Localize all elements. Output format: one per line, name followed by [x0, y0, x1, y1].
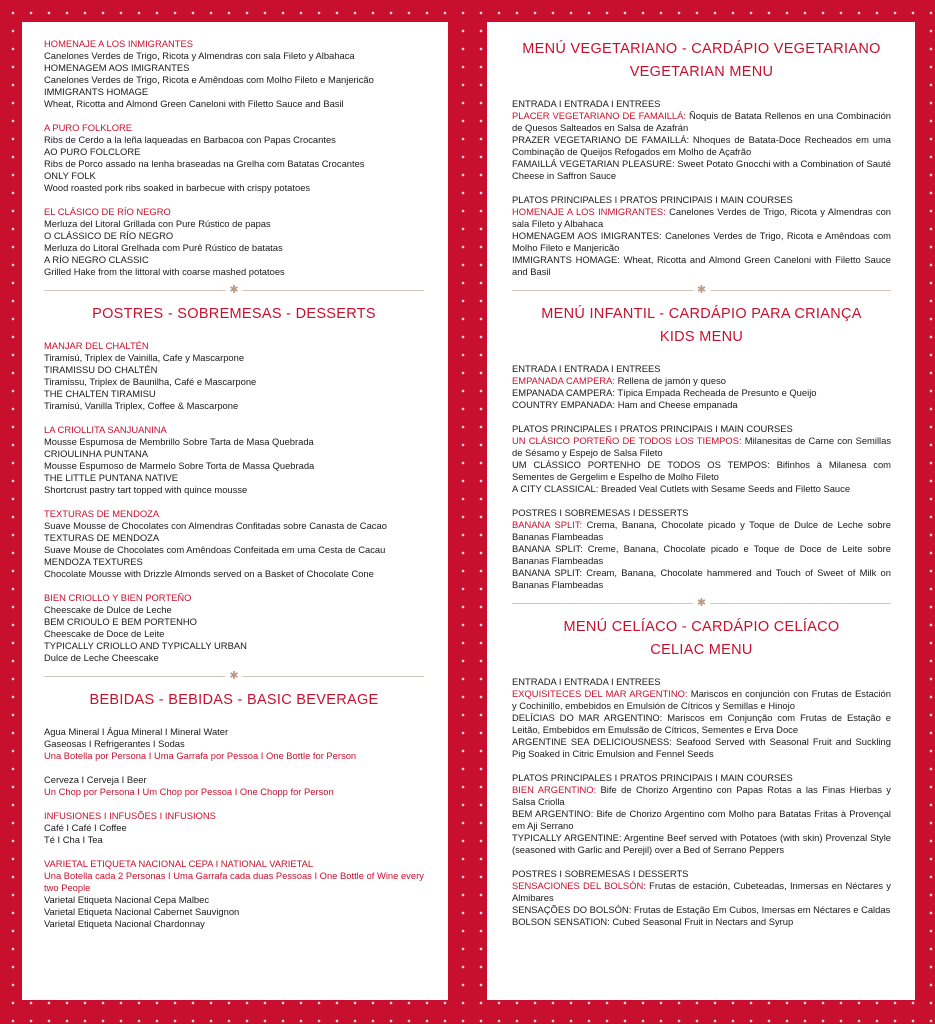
dessert-criollita [44, 424, 424, 496]
course-item [512, 784, 891, 808]
course-item: EMPANADA CAMPERA: Típica Empada Recheada de Presunto e Queijo [512, 387, 817, 398]
course-item: IMMIGRANTS HOMAGE: Wheat, Ricotta and Almond Green Caneloni with Filetto Sauce and Basil [512, 254, 891, 277]
course-item: COUNTRY EMPANADA: Ham and Cheese empanada [512, 399, 738, 410]
dish-line: Tiramissu, Triplex de Baunilha, Café e Mascarpone [44, 376, 257, 387]
kids-entrees [512, 363, 891, 411]
dish-heading: TEXTURAS DE MENDOZA [44, 508, 160, 519]
dish-line: Chocolate Mousse with Drizzle Almonds served on a Basket of Chocolate Cone [44, 568, 374, 579]
dish-line: MENDOZA TEXTURES [44, 556, 143, 567]
course-label: PLATOS PRINCIPALES I PRATOS PRINCIPAIS I MAIN COURSES [512, 194, 793, 205]
celiac-mains [512, 772, 891, 856]
course-label: PLATOS PRINCIPALES I PRATOS PRINCIPAIS I MAIN COURSES [512, 772, 793, 783]
drink-line: Té I Cha I Tea [44, 834, 103, 845]
dish-line: Grilled Hake from the littoral with coarse mashed potatoes [44, 266, 285, 277]
title-line: CELIAC MENU [650, 642, 753, 658]
course-item: PRAZER VEGETARIANO DE FAMAILLÁ: Nhoques de Batata-Doce Recheados em uma Combinação de Queijos Refogados em Molho de Açafrão [512, 134, 891, 157]
dish-heading: BIEN CRIOLLO Y BIEN PORTEÑO [44, 592, 192, 603]
dish-homenaje [44, 38, 424, 110]
section-divider [512, 284, 891, 296]
dish-line: O CLÁSSICO DE RÍO NEGRO [44, 230, 174, 241]
asterisk-ornament-icon: ✱ [693, 596, 710, 610]
course-label: POSTRES I SOBREMESAS I DESSERTS [512, 507, 689, 518]
asterisk-ornament-icon: ✱ [693, 283, 710, 297]
title-line: VEGETARIAN MENU [629, 64, 774, 80]
kids-mains [512, 423, 891, 495]
drink-heading: INFUSIONES I INFUSÕES I INFUSIONS [44, 810, 216, 821]
dessert-texturas [44, 508, 424, 580]
desserts-title: POSTRES - SOBREMESAS - DESSERTS [92, 306, 376, 322]
celiac-entrees [512, 676, 891, 760]
course-label: POSTRES I SOBREMESAS I DESSERTS [512, 868, 689, 879]
dish-heading: EL CLÁSICO DE RÍO NEGRO [44, 206, 171, 217]
course-label: ENTRADA I ENTRADA I ENTREES [512, 676, 661, 687]
item-name: BIEN ARGENTINO: [512, 784, 597, 795]
item-name: PLACER VEGETARIANO DE FAMAILLÁ: [512, 110, 686, 121]
course-item: BANANA SPLIT: Cream, Banana, Chocolate hammered and Touch of Sweet of Milk on Bananas Flambeadas [512, 567, 891, 590]
item-name: EXQUISITECES DEL MAR ARGENTINO: [512, 688, 688, 699]
drinks-beer [44, 774, 424, 798]
dish-line: TYPICALLY CRIOLLO AND TYPICALLY URBAN [44, 640, 247, 651]
course-item [512, 435, 891, 459]
course-item [512, 688, 891, 712]
title-line: MENÚ VEGETARIANO - CARDÁPIO VEGETARIANO [522, 41, 881, 57]
course-item: SENSAÇÕES DO BOLSÓN: Frutas de Estação Em Cubos, Imersas em Néctares e Caldas [512, 904, 891, 915]
veg-entrees [512, 98, 891, 182]
dish-line: Ribs de Porco assado na lenha braseadas na Grelha com Batatas Crocantes [44, 158, 365, 169]
dish-line: AO PURO FOLCLORE [44, 146, 141, 157]
drink-line: Cerveza I Cerveja I Beer [44, 774, 147, 785]
course-item: DELÍCIAS DO MAR ARGENTINO: Mariscos em Conjunção com Frutas de Estação e Leitão, Embebidos em Emulssão de Cítricos, Sementes e Erva Doce [512, 712, 891, 735]
course-label: PLATOS PRINCIPALES I PRATOS PRINCIPAIS I MAIN COURSES [512, 423, 793, 434]
item-desc: Milanesitas de Carne con Semillas de Sésamo y Espejo de Salsa Fileto [512, 435, 892, 458]
course-item [512, 206, 891, 230]
course-item: FAMAILLÁ VEGETARIAN PLEASURE: Sweet Potato Gnocchi with a Combination of Sauté Cheese in Saffron Sauce [512, 158, 891, 181]
item-name: BANANA SPLIT: [512, 519, 583, 530]
course-item: BEM ARGENTINO: Bife de Chorizo Argentino com Molho para Batatas Fritas à Provençal em Aji Serrano [512, 808, 891, 831]
course-item: HOMENAGEM AOS IMIGRANTES: Canelones Verdes de Trigo, Ricota e Amêndoas com Molho Fileto e Manjericão [512, 230, 891, 253]
drinks-title: BEBIDAS - BEBIDAS - BASIC BEVERAGE [89, 692, 379, 708]
drink-line: Gaseosas I Refrigerantes I Sodas [44, 738, 185, 749]
item-desc: Ñoquis de Batata Rellenos en una Combinación de Quesos Salteados en Salsa de Azafrán [512, 110, 892, 133]
kids-desserts [512, 507, 891, 591]
section-divider [512, 597, 891, 609]
section-divider [44, 284, 424, 296]
dessert-manjar-chalten [44, 340, 424, 412]
drink-line: Café I Café I Coffee [44, 822, 127, 833]
title-line: MENÚ INFANTIL - CARDÁPIO PARA CRIANÇA [541, 306, 862, 322]
vegetarian-menu-title [512, 38, 891, 84]
asterisk-ornament-icon: ✱ [225, 669, 242, 683]
dish-line: IMMIGRANTS HOMAGE [44, 86, 149, 97]
left-menu-panel [22, 22, 448, 1000]
course-label: ENTRADA I ENTRADA I ENTREES [512, 363, 661, 374]
item-name: HOMENAJE A LOS INMIGRANTES: [512, 206, 666, 217]
item-desc: Crema, Banana, Chocolate picado y Toque de Dulce de Leche sobre Bananas Flambeadas [512, 519, 891, 542]
kids-menu-title [512, 303, 891, 349]
dish-line: TEXTURAS DE MENDOZA [44, 532, 160, 543]
course-item: A CITY CLASSICAL: Breaded Veal Cutlets with Sesame Seeds and Filetto Sauce [512, 483, 851, 494]
title-line: KIDS MENU [659, 329, 744, 345]
drink-line: Agua Mineral I Água Mineral I Mineral Water [44, 726, 229, 737]
item-name: EMPANADA CAMPERA: [512, 375, 615, 386]
item-name: SENSACIONES DEL BOLSÓN: [512, 880, 646, 891]
drink-heading: VARIETAL ETIQUETA NACIONAL CEPA I NATIONAL VARIETAL [44, 858, 314, 869]
drinks-water-soda [44, 726, 424, 762]
dish-line: Ribs de Cerdo a la leña laqueadas en Barbacoa con Papas Crocantes [44, 134, 336, 145]
celiac-menu-title [512, 616, 891, 662]
dish-line: Shortcrust pastry tart topped with quince mousse [44, 484, 248, 495]
dish-line: Dulce de Leche Cheescake [44, 652, 159, 663]
dish-puro-folklore [44, 122, 424, 194]
course-item [512, 880, 891, 904]
dish-line: Suave Mousse de Chocolates con Almendras Confitadas sobre Canasta de Cacao [44, 520, 387, 531]
course-item [512, 519, 891, 543]
dessert-bien-criollo [44, 592, 424, 664]
item-desc: Canelones Verdes de Trigo, Ricota y Almendras con sala Fileto y Albahaca [512, 206, 892, 229]
dish-line: Suave Mouse de Chocolates com Amêndoas Confeitada em uma Cesta de Cacau [44, 544, 386, 555]
course-item: ARGENTINE SEA DELICIOUSNESS: Seafood Served with Seasonal Fruit and Suckling Pig Soaked in Citric Emulsion and Fennel Seeds [512, 736, 891, 759]
section-divider [44, 670, 424, 682]
dish-line: Cheescake de Dulce de Leche [44, 604, 172, 615]
course-item [512, 375, 891, 387]
dish-line: ONLY FOLK [44, 170, 96, 181]
course-label: ENTRADA I ENTRADA I ENTREES [512, 98, 661, 109]
dish-heading: LA CRIOLLITA SANJUANINA [44, 424, 167, 435]
dish-heading: HOMENAJE A LOS INMIGRANTES [44, 38, 193, 49]
dish-line: CRIOULINHA PUNTANA [44, 448, 149, 459]
item-desc: Rellena de jamón y queso [614, 375, 726, 386]
celiac-desserts [512, 868, 891, 928]
dish-line: Merluza del Litoral Grillada con Pure Rústico de papas [44, 218, 271, 229]
dish-heading: MANJAR DEL CHALTÉN [44, 340, 149, 351]
course-item: UM CLÁSSICO PORTENHO DE TODOS OS TEMPOS: Bifinhos à Milanesa com Sementes de Gergelim e Espelho de Molho Fileto [512, 459, 891, 482]
dish-line: Mousse Espumoso de Marmelo Sobre Torta de Massa Quebrada [44, 460, 315, 471]
dish-line: Tiramisú, Triplex de Vainilla, Cafe y Mascarpone [44, 352, 245, 363]
course-item: BOLSON SENSATION: Cubed Seasonal Fruit in Nectars and Syrup [512, 916, 794, 927]
drink-note: Una Botella cada 2 Personas I Uma Garrafa cada duas Pessoas I One Bottle of Wine every two People [44, 870, 424, 893]
dish-line: TIRAMISSU DO CHALTÉN [44, 364, 158, 375]
drink-line: Varietal Etiqueta Nacional Chardonnay [44, 918, 205, 929]
item-name: UN CLÁSICO PORTEÑO DE TODOS LOS TIEMPOS: [512, 435, 742, 446]
veg-mains [512, 194, 891, 278]
dish-line: Mousse Espumosa de Membrillo Sobre Tarta de Masa Quebrada [44, 436, 314, 447]
dish-line: Canelones Verdes de Trigo, Ricota y Almendras con sala Fileto y Albahaca [44, 50, 355, 61]
dish-heading: A PURO FOLKLORE [44, 122, 133, 133]
item-desc: Bife de Chorizo Argentino con Papas Rotas a las Finas Hierbas y Salsa Criolla [512, 784, 891, 807]
dish-line: Wheat, Ricotta and Almond Green Caneloni with Filetto Sauce and Basil [44, 98, 344, 109]
dish-line: Tiramisú, Vanilla Triplex, Coffee & Mascarpone [44, 400, 239, 411]
course-item [512, 110, 891, 134]
dish-line: THE LITTLE PUNTANA NATIVE [44, 472, 179, 483]
dish-line: Canelones Verdes de Trigo, Ricota e Amêndoas com Molho Fileto e Manjericão [44, 74, 374, 85]
drink-line: Varietal Etiqueta Nacional Cabernet Sauvignon [44, 906, 240, 917]
dish-line: BEM CRIOULO E BEM PORTENHO [44, 616, 197, 627]
dish-line: Merluza do Litoral Grelhada com Purê Rústico de batatas [44, 242, 283, 253]
drink-note: Un Chop por Persona I Um Chop por Pessoa I One Chopp for Person [44, 786, 334, 797]
dish-clasico-rio-negro [44, 206, 424, 278]
dish-line: A RÍO NEGRO CLASSIC [44, 254, 149, 265]
item-desc: Mariscos en conjunción con Frutas de Estación y Cochinillo, embebidos en Emulsión de Cítricos y Semillas e Hinojo [512, 688, 891, 711]
drink-note: Una Botella por Persona I Uma Garrafa por Pessoa I One Bottle for Person [44, 750, 357, 761]
item-desc: Frutas de estación, Cubeteadas, Inmersas en Néctares y Almibares [512, 880, 891, 903]
drinks-infusions [44, 810, 424, 846]
title-line: MENÚ CELÍACO - CARDÁPIO CELÍACO [563, 619, 840, 635]
drink-line: Varietal Etiqueta Nacional Cepa Malbec [44, 894, 210, 905]
dish-line: Wood roasted pork ribs soaked in barbecue with crispy potatoes [44, 182, 311, 193]
course-item: TYPICALLY ARGENTINE: Argentine Beef served with Potatoes (with skin) Provenzal Style (seasoned with Garlic and Perejil) over a Bed of Serrano Peppers [512, 832, 891, 855]
course-item: BANANA SPLIT: Creme, Banana, Chocolate picado e Toque de Doce de Leite sobre Bananas Flambeadas [512, 543, 891, 566]
asterisk-ornament-icon: ✱ [225, 283, 242, 297]
dish-line: Cheescake de Doce de Leite [44, 628, 165, 639]
right-menu-panel [487, 22, 915, 1000]
dish-line: HOMENAGEM AOS IMIGRANTES [44, 62, 190, 73]
drinks-wine [44, 858, 424, 930]
dish-line: THE CHALTEN TIRAMISU [44, 388, 156, 399]
